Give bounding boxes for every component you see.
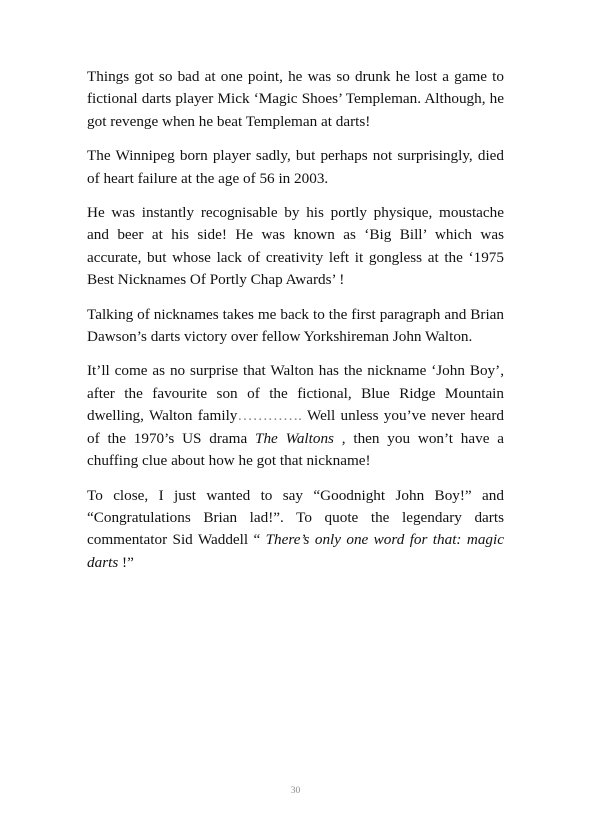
paragraph-5	[87, 360, 504, 472]
page-content	[87, 66, 504, 586]
paragraph-6-text: To close, I just wanted to say “Goodnight John Boy!” and “Congratulations Brian lad!”. To quote the legendary darts commentator Sid Waddell “	[87, 486, 504, 549]
paragraph-6-end: !”	[118, 553, 134, 571]
paragraph-3: He was instantly recognisable by his portly physique, moustache and beer at his side! He was known as ‘Big Bill’ which was accurate, but whose lack of creativity left it gongless at the ‘1975 Best Nicknames Of Portly Chap Awards’ !	[87, 204, 504, 289]
page-number: 30	[290, 786, 301, 796]
show-title: The Waltons	[255, 429, 334, 447]
paragraph-5-text: It’ll come as no surprise that Walton has the nickname ‘John Boy’, after the favourite son of the fictional, Blue Ridge Mountain dwelling, Walton family	[87, 362, 504, 425]
ellipsis: ………….	[237, 407, 302, 425]
paragraph-4: Talking of nicknames takes me back to the first paragraph and Brian Dawson’s darts victory over fellow Yorkshireman John Walton.	[87, 305, 504, 346]
quote: There’s only one word for that: magic darts	[87, 531, 504, 571]
paragraph-1: Things got so bad at one point, he was so drunk he lost a game to fictional darts player Mick ‘Magic Shoes’ Templeman. Although, he got revenge when he beat Templeman at darts!	[87, 68, 504, 130]
paragraph-5-end: , then you won’t have a chuffing clue about how he got that nickname!	[87, 429, 505, 470]
paragraph-5-continuation: Well unless you’ve never heard of the 1970’s US drama	[87, 407, 504, 447]
paragraph-2: The Winnipeg born player sadly, but perhaps not surprisingly, died of heart failure at the age of 56 in 2003.	[87, 147, 504, 187]
paragraph-6	[87, 485, 504, 575]
